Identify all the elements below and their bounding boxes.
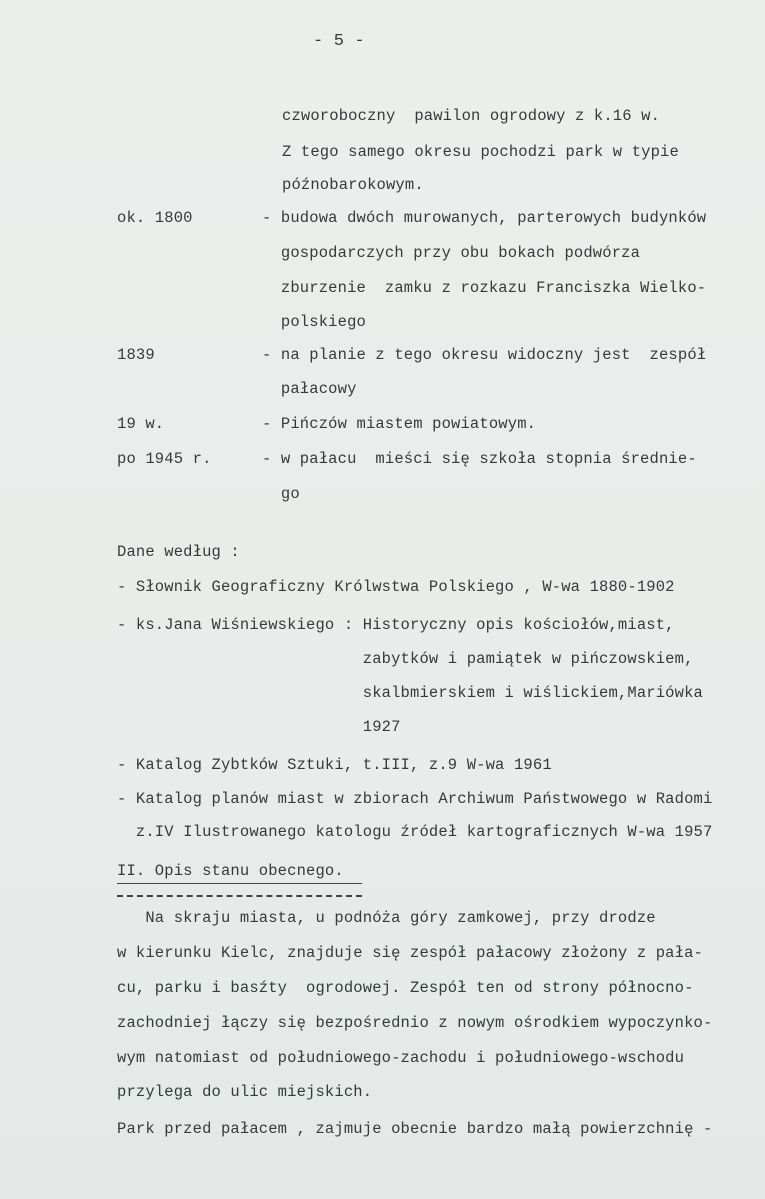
body-line: Na skraju miasta, u podnóża góry zamkowej, przy drodze (117, 909, 656, 927)
sources-heading: Dane według : (117, 543, 240, 561)
chronology-line: - w pałacu mieści się szkoła stopnia średnie- (262, 450, 697, 468)
section-underline (117, 883, 362, 884)
source-line: - ks.Jana Wiśniewskiego : Historyczny opis kościołów,miast, (117, 616, 675, 634)
body-line: Park przed pałacem , zajmuje obecnie bardzo małą powierzchnię - (117, 1120, 713, 1138)
chronology-line: późnobarokowym. (282, 176, 424, 194)
source-line: skalbmierskiem i wiślickiem,Mariówka (117, 684, 703, 702)
chronology-line: - Pińczów miastem powiatowym. (262, 415, 537, 433)
chronology-line: Z tego samego okresu pochodzi park w typie (282, 143, 679, 161)
chronology-date: po 1945 r. (117, 450, 212, 468)
source-line: z.IV Ilustrowanego katologu źródeł kartograficznych W-wa 1957 (117, 823, 713, 841)
body-line: przylega do ulic miejskich. (117, 1083, 373, 1101)
source-line: - Katalog Zybtków Sztuki, t.III, z.9 W-wa 1961 (117, 756, 552, 774)
chronology-date: 19 w. (117, 415, 165, 433)
body-line: wym natomiast od południowego-zachodu i południowego-wschodu (117, 1049, 685, 1067)
page-number: - 5 - (313, 32, 365, 51)
chronology-line: zburzenie zamku z rozkazu Franciszka Wielko- (262, 279, 707, 297)
section-heading: II. Opis stanu obecnego. (117, 862, 344, 880)
body-line: w kierunku Kielc, znajduje się zespół pałacowy złożony z pała- (117, 944, 703, 962)
body-line: zachodniej łączy się bezpośrednio z nowym ośrodkiem wypoczynko- (117, 1014, 713, 1032)
chronology-line: - budowa dwóch murowanych, parterowych budynków (262, 209, 707, 227)
body-line: cu, parku i basźty ogrodowej. Zespół ten od strony północno- (117, 979, 694, 997)
chronology-line: - na planie z tego okresu widoczny jest zespół (262, 346, 707, 364)
chronology-line: polskiego (262, 313, 366, 331)
chronology-line: czworoboczny pawilon ogrodowy z k.16 w. (282, 107, 661, 125)
source-line: 1927 (117, 718, 401, 736)
source-line: - Słownik Geograficzny Królwstwa Polskiego , W-wa 1880-1902 (117, 578, 675, 596)
source-line: - Katalog planów miast w zbiorach Archiwum Państwowego w Radomi (117, 790, 713, 808)
section-divider (117, 895, 362, 897)
chronology-date: ok. 1800 (117, 209, 193, 227)
source-line: zabytków i pamiątek w pińczowskiem, (117, 650, 694, 668)
chronology-line: pałacowy (262, 380, 357, 398)
chronology-line: gospodarczych przy obu bokach podwórza (262, 244, 641, 262)
chronology-date: 1839 (117, 346, 155, 364)
chronology-line: go (262, 485, 300, 503)
